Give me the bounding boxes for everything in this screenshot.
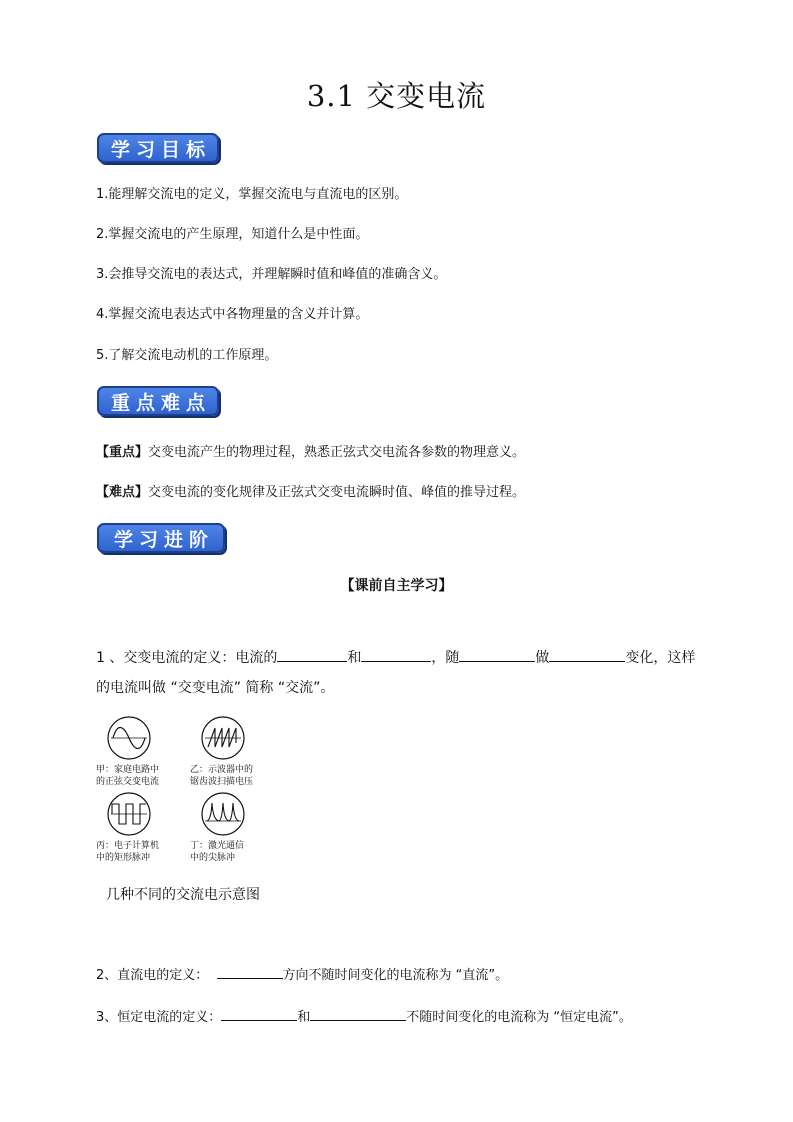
section-heading: 【课前自主学习】 [340, 578, 453, 594]
question-1 [96, 647, 695, 667]
caption-line: 丁：激光通信 [190, 841, 245, 851]
q1-blank-1[interactable] [277, 647, 347, 662]
sine-caption [96, 764, 176, 788]
objective-item: 5.了解交流电动机的工作原理。 [96, 348, 278, 363]
q3-blank-2[interactable] [310, 1006, 406, 1021]
question-2 [96, 964, 508, 983]
caption-line: 锯齿波扫描电压 [190, 777, 254, 787]
question-3 [96, 1006, 632, 1025]
focus-label: 【重点】 [96, 445, 149, 460]
q1-text-3: ，随 [431, 650, 460, 666]
q1-text-1: 1 、交变电流的定义：电流的 [96, 650, 278, 666]
sine-wave-icon [106, 715, 152, 761]
objective-item: 2.掌握交流电的产生原理，知道什么是中性面。 [96, 227, 369, 242]
q3-text-2: 和 [297, 1010, 311, 1025]
caption-line: 中的矩形脉冲 [96, 853, 151, 863]
q3-text-1: 3、恒定电流的定义： [96, 1010, 222, 1025]
caption-line: 甲：家庭电路中 [96, 765, 160, 775]
objectives-badge: 学习目标 [97, 133, 219, 163]
q1-text-4: 做 [535, 650, 550, 666]
q1-blank-3[interactable] [459, 647, 535, 662]
square-wave-icon [106, 791, 152, 837]
caption-line: 的正弦交变电流 [96, 777, 160, 787]
objective-item: 3.会推导交流电的表达式，并理解瞬时值和峰值的准确含义。 [96, 267, 447, 282]
difficulty-point [96, 481, 525, 500]
caption-line: 中的尖脉冲 [190, 853, 236, 863]
q3-text-3: 不随时间变化的电流称为 “恒定电流”。 [406, 1010, 632, 1025]
progress-badge: 学习进阶 [97, 523, 225, 553]
q3-blank-1[interactable] [221, 1006, 297, 1021]
q2-text-2: 方向不随时间变化的电流称为 “直流”。 [282, 968, 509, 983]
q1-text-5: 变化，这样 [625, 650, 696, 666]
spike-wave-panel [190, 791, 270, 867]
spike-caption [190, 840, 270, 864]
q1-blank-2[interactable] [361, 647, 431, 662]
question-1-line-2: 的电流叫做 “交变电流” 简称 “交流”。 [96, 680, 335, 696]
caption-line: 丙：电子计算机 [96, 841, 160, 851]
q2-text-1: 2、直流电的定义： [96, 968, 209, 983]
ac-waveform-figure [96, 715, 296, 865]
square-caption [96, 840, 176, 864]
sine-wave-panel [96, 715, 176, 791]
figure-caption: 几种不同的交流电示意图 [106, 887, 260, 903]
sawtooth-wave-icon [200, 715, 246, 761]
focus-point [96, 441, 525, 460]
page-title: 3.1 交变电流 [306, 79, 487, 113]
sawtooth-wave-panel [190, 715, 270, 791]
difficulty-text: 交变电流的变化规律及正弦式交变电流瞬时值、峰值的推导过程。 [148, 485, 526, 500]
q1-text-2: 和 [347, 650, 362, 666]
q1-blank-4[interactable] [549, 647, 625, 662]
q2-blank-1[interactable] [217, 964, 283, 979]
key-points-badge: 重点难点 [97, 386, 219, 416]
square-wave-panel [96, 791, 176, 867]
focus-text: 交变电流产生的物理过程，熟悉正弦式交电流各参数的物理意义。 [148, 445, 526, 460]
sawtooth-caption [190, 764, 270, 788]
objective-item: 1.能理解交流电的定义，掌握交流电与直流电的区别。 [96, 187, 408, 202]
difficulty-label: 【难点】 [96, 485, 149, 500]
caption-line: 乙：示波器中的 [190, 765, 254, 775]
objective-item: 4.掌握交流电表达式中各物理量的含义并计算。 [96, 307, 369, 322]
spike-wave-icon [200, 791, 246, 837]
